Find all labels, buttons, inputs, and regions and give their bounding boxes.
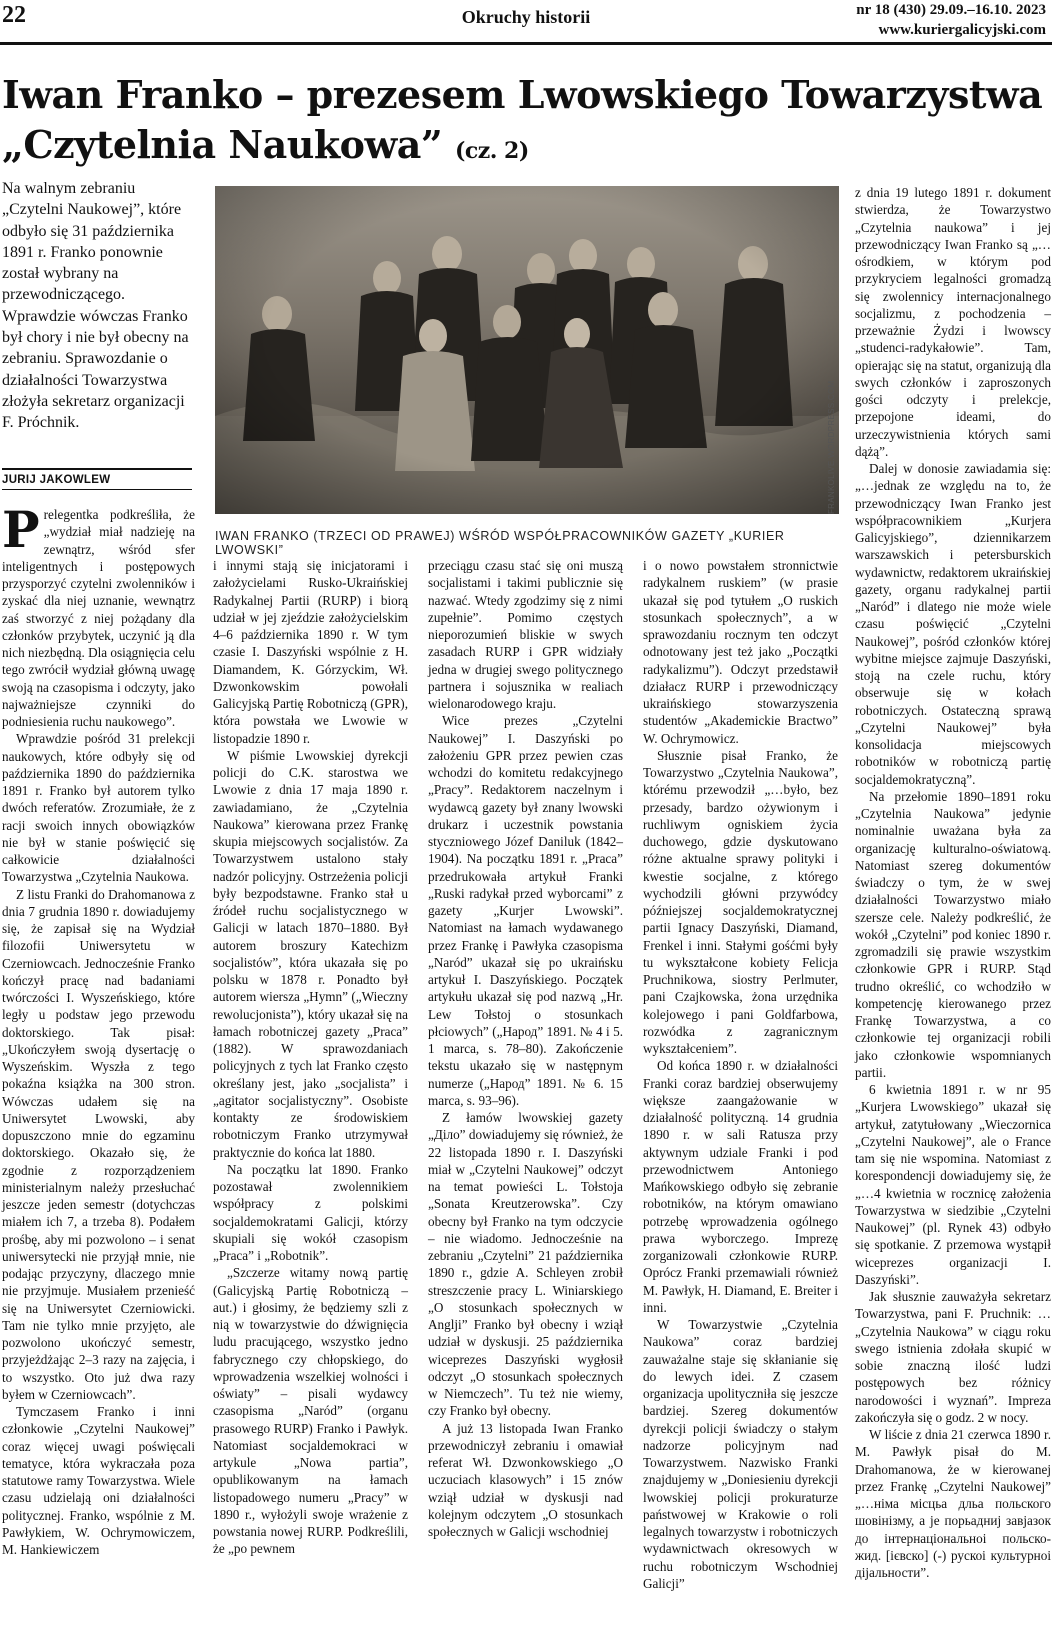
- article-column-1: [2, 500, 195, 1558]
- title-part: (cz. 2): [454, 138, 529, 164]
- paragraph: Tymczasem Franko i inni członkowie „Czytelni Naukowej” coraz więcej uwagi poświęcali tematyce, która wykraczała poza statutowe ramy Towarzystwa. Wiele czasu udzielają oni działalności politycznej. Franko, wspólnie z M. Pawłykiem, W. Ochrymowiczem, M. Hankiewiczem: [2, 1404, 195, 1557]
- photo-illustration: [215, 186, 839, 514]
- header-rule: [0, 42, 1052, 45]
- paragraph: Z łamów lwowskiej gazety „Діло” dowiadujemy się również, że 22 listopada 1890 r. I. Daszyński miał w „Czytelni Naukowej” odczyt na temat powieści L. Tołstoja „Sonata Kreutzerowska”. Czy obecny był Franko na tym odczycie – nie wiadomo. Jednocześnie na zebraniu „Czytelni” 21 października 1890 r., gdzie A. Schleyen zrobił streszczenie pracy L. Winiarskiego „O stosunkach społecznych w Anglji” Franko był obecny i wziął udział w dyskusji. 25 października wiceprezes Daszyński wygłosił odczyt „O stosunkach społecznych w Niemczech”. Tu też nie wiemy, czy Franko był obecny.: [428, 1110, 623, 1419]
- paragraph: Na początku lat 1890. Franko pozostawał zwolennikiem współpracy z polskimi socjaldemokratami Galicji, którzy skupiali się wokół czasopism „Praca” i „Robotnik”.: [213, 1161, 408, 1263]
- article-lead: Na walnym zebraniu „Czytelni Naukowej”, które odbyło się 31 października 1891 r. Franko ponownie został wybrany na przewodniczącego. Wprawdzie wówczas Franko był chory i nie był obecny na zebraniu. Sprawozdanie o działalności Towarzystwa złożyła sekretarz organizacji F. Próchnik.: [2, 180, 189, 432]
- website-link[interactable]: www.kuriergalicyjski.com: [878, 22, 1046, 38]
- paragraph-text: relegentka podkreśliła, że „wydział miał nadzieję na zewnątrz, wśród sfer inteligentnych i postępowych przysporzyć czytelni zwolenników i zyskać dla niej uznanie, wewnątrz zaś stworzyć z niej pożądany dla członków przybytek, uczynić ją dla nich niezbędną. Dla osiągnięcia celu tego zwrócił wydział główną uwagę swoją na czasopisma i odczyty, jako najważniejsze czynniki do podniesienia ruchu naukowego”.: [2, 507, 195, 729]
- paragraph: „Szczerze witamy nową partię (Galicyjską Partię Robotniczą – aut.) i głosimy, że będziemy szli z nią w towarzystwie do dźwignięcia ludu pracującego, wszystko jedno fabrycznego czy chłopskiego, do wprowadzenia wszelkiej wolności i oświaty” – pisali wydawcy czasopisma „Naród” (organu prasowego RURP) Franko i Pawłyk. Natomiast socjaldemokraci w artykule „Nowa partia”, opublikowanym na łamach listopadowego numeru „Pracy” w 1890 r., wyłożyli swoje wrażenie z powstania nowej RURP. Podkreślili, że „po pewnem: [213, 1265, 408, 1557]
- paragraph: Na przełomie 1890–1891 roku „Czytelnia Naukowa” jedynie nominalnie uważana była za organizację kulturalno-oświatową. Natomiast szereg dokumentów świadczy o tym, że w swej działalności Towarzystwo miało szersze cele. Należy podkreślić, że wokół „Czytelni” pod koniec 1890 r. zgromadzili się prawie wszystkim członkowie GPR i RURP. Stąd trudno określić, co wchodziło w kompetencję kierowanego przez Frankę Towarzystwa, a co członkowie tej organizacji robili jako członkowie wspomnianych partii.: [855, 788, 1051, 1080]
- photo-credit: [827, 380, 841, 522]
- drop-cap: P: [2, 500, 40, 559]
- article-column-5: [855, 184, 1051, 1581]
- page-number: 22: [2, 2, 26, 28]
- paragraph: przeciągu czasu stać się oni muszą socjalistami i takimi publicznie się nazwać. Wtedy zgodzimy się z nimi zupełnie”. Pomimo częstych nieporozumień bliskie w swych zasadach RURP i GPR widziały jedna w drugiej swego politycznego partnera i sojusznika w realiach wielonarodowego kraju.: [428, 558, 623, 711]
- title-line-2: „Czytelnia Naukowa”: [2, 122, 443, 167]
- issue-number: nr 18 (430) 29.09.–16.10. 2023: [856, 2, 1046, 18]
- paragraph: 6 kwietnia 1891 r. w nr 95 „Kurjera Lwowskiego” ukazał się artykuł, zatytułowany „Wieczornica „Czytelni Naukowej”, ale o France tam się nie wspomina. Natomiast z korespondencji dowiadujemy się, że „…4 kwietnia w rocznicę założenia Towarzystwa w siedzibie „Czytelni Naukowej” (pl. Rynek 43) odbyło się spotkanie. Z przemowa wystąpił wiceprezes organizacji I. Daszyński”.: [855, 1082, 1051, 1287]
- paragraph: A już 13 listopada Iwan Franko przewodniczył zebraniu i omawiał referat Wł. Dzwonkowskiego „O uczuciach klasowych” i 15 znów wziął udział w dyskusji nad kolejnym odczytem „O stosunkach społecznych w Galicji wschodniej: [428, 1420, 623, 1539]
- article-title: [2, 70, 1052, 176]
- paragraph: Wprawdzie pośród 31 prelekcji naukowych, które odbyły się od października 1890 do października 1891 r. Franko był autorem tylko dwóch referatów. Zrozumiałe, że z racji swoich innych obowiązków nie był w stanie poświęcić się całkowicie działalności Towarzystwa „Czytelnia Naukowa.: [2, 731, 195, 885]
- historical-group-photo: [215, 186, 839, 514]
- paragraph: Dalej w donosie zawiadamia się: „…jednak ze względu na to, że przewodniczący Iwan Franko jest współpracownikiem „Kurjera Galicyjskiego”, dziennikarzem warszawskich i petersburskich wydawnictw, redaktorem ukraińskiej gazety, organu radykalnej partii „Naród” i dlatego nie może wiele czasu poświęcić „Czytelni Naukowej”, pośród członków której wybitne miejsce zajmuje Daszyński, stoją na czele ruchu, który obserwuje się w kołach robotniczych. Ostateczną sprawą „Czytelni Naukowej” była konsolidacja miejscowych robotników w robotniczą partię socjaldemokratyczną”.: [855, 461, 1051, 787]
- photo-caption: IWAN FRANKO (TRZECI OD PRAWEJ) WŚRÓD WSPÓŁPRACOWNIKÓW GAZETY „KURIER LWOWSKI”: [215, 529, 785, 557]
- article-column-3: [428, 557, 623, 1540]
- paragraph: Jak słusznie zauważyła sekretarz Towarzystwa, pani F. Pruchnik: … „Czytelnia Naukowa” w ciągu roku swego istnienia zdołała skupić w sobie znaczną ilość ludzi postępowych bez różnicy narodowości i wyznań”. Impreza zakończyła się o godz. 2 w nocy.: [855, 1289, 1051, 1425]
- paragraph: W piśmie Lwowskiej dyrekcji policji do C.K. starostwa we Lwowie z dnia 17 maja 1890 r. zawiadamiano, że „Czytelnia Naukowa” kierowana przez Frankę skupia miejscowych socjalistów. Za Towarzystwem ustalono stały nadzór policyjny. Ostrzeżenia policji były bezpodstawne. Franko stał u źródeł ruchu socjalistycznego w Galicji w latach 1870–1880. Był autorem broszury Katechizm socjalistów”, która ukazała się po polsku w 1878 r. Ponadto był autorem wiersza „Hymn” („Wieczny rewolucjonista”), który ukazał się na łamach robotniczej gazety „Praca” (1882). W sprawozdaniach policyjnych z tych lat Franko często określany jest, jako „socjalista” i „agitator socjalistyczny”. Osobiste kontakty ze środowiskiem robotniczym Franko utrzymywał praktycznie do końca lat 1880.: [213, 747, 408, 1160]
- paragraph: Od końca 1890 r. w działalności Franki coraz bardziej obserwujemy większe zaangażowanie w działalność polityczną. 14 grudnia 1890 r. w sali Ratusza przy aktywnym udziale Franki i pod przewodnictwem Antoniego Mańkowskiego odbyło się zebranie robotników, na którym omawiano potrzebę wprowadzenia ogólnego prawa wyborczego. Imprezę zorganizowali członkowie RURP. Oprócz Franki przemawiali również M. Pawłyk, H. Diamand, E. Breiter i inni.: [643, 1058, 838, 1315]
- photo-credit-text: FRANKOLIVE.WORDPRESS.COM: [827, 380, 836, 514]
- section-title: Okruchy historii: [461, 7, 591, 27]
- title-line-1: Iwan Franko – prezesem Lwowskiego Towarzystwa: [2, 72, 1043, 117]
- issue-info: [856, 0, 1046, 40]
- paragraph: Z listu Franki do Drahomanowa z dnia 7 grudnia 1890 r. dowiadujemy się, że zapisał się na Wydział filozofii Uniwersytetu w Czerniowcach. Jednocześnie Franko kończył pracę nad badaniami twórczości I. Wyszeńskiego, które legły u podstaw jego przewodu doktorskiego. Tak pisał: „Ukończyłem swoją dysertację o Wyszeńskim. Wyszła z tego pokaźna książka na 300 stron. Wówczas udałem się na Uniwersytet Lwowski, aby dopuszczono mnie do egzaminu doktorskiego. Okazało się, że zgodnie z rozporządzeniem ministerialnym należy przesłuchać jeszcze jeden semestr (dotychczas miałem ich 7, a trzeba 8). Podałem prośbę, aby mi pozwolono – i senat uniwersytecki nie przyjął mnie, nie podając przyczyny, dlaczego mnie nie przyjmuje. Musiałem przenieść się na Uniwersytet Czerniowicki. Tam nie tylko mnie przyjęto, ale pozwolono ukończyć semestr, przyjeżdżając 2–3 razy na zajęcia, i to wszystko. Oto już dwa razy byłem w Czerniowcach”.: [2, 886, 195, 1402]
- paragraph: [2, 500, 195, 730]
- paragraph: Słusznie pisał Franko, że Towarzystwo „Czytelnia Naukowa”, którému przewodził „…było, bez przesady, bardzo ożywionym i ruchliwym ogniskiem życia duchowego, gdzie dyskutowano różne aktualne sprawy polityki i kwestie socjalne, z którego wychodzili główni przywódcy późniejszej socjaldemokratycznej partii Ignacy Daszyński, Diamand, Frenkel i inni. Stałymi gośćmi były tu wykształcone kobiety Felicja Pruchnikowa, siostry Perlmuter, pani Czajkowska, żona urzędnika kolejowego i pani Goldfarbowa, rozwódka z zagranicznym wykształceniem”.: [643, 747, 838, 1056]
- paragraph: i o nowo powstałem stronnictwie radykalnem ruskiem” (w prasie ukazał się pod tytułem „O ruskich stosunkach społecznych”, a w sprawozdaniu rocznym ten odczyt odnotowany jest też jako „Początki radykalizmu”). Odczyt przedstawił działacz RURP i przewodniczący ukraińskiego stowarzyszenia studentów „Akademickie Bractwo” W. Ochrymowicz.: [643, 558, 838, 746]
- paragraph: i innymi stają się inicjatorami i założycielami Rusko-Ukraińskiej Radykalnej Partii (RURP) i biorą udział w jej zjeździe założycielskim 4–6 października 1890 r. W tym czasie I. Daszyński wspólnie z H. Diamandem, K. Górzyckim, Wł. Dzwonkowskim powołali Galicyjską Partię Robotniczą (GPR), która powstała we Lwowie w listopadzie 1890 r.: [213, 558, 408, 746]
- article-column-4: [643, 557, 838, 1592]
- paragraph: z dnia 19 lutego 1891 r. dokument stwierdza, że Towarzystwo „Czytelnia naukowa” i jej przewodniczący Iwan Franko są „…ośrodkiem, w którym pod przykryciem legalności gromadzą się zwolennicy internacjonalnego socjalizmu, z pochodzenia – przeważnie Żydzi i lwowscy „studenci-radykałowie”. Tam, opierając się na statut, organizują dla swych członków i zaproszonych gości odczyty i prelekcje, przepojone ideami, do urzeczywistnienia których sami dążą”.: [855, 185, 1051, 459]
- page-header: [0, 0, 1052, 44]
- paragraph: W Towarzystwie „Czytelnia Naukowa” coraz bardziej zauważalne staje się skłanianie się do lewych idei. Z czasem organizacja upolityczniła się jeszcze bardziej. Szereg dokumentów dyrekcji policji świadczy o stałym nadzorze policyjnym nad Towarzystwem. Nazwisko Franki znajdujemy w „Doniesieniu dyrekcji lwowskiej policji prokuraturze państwowej w Krakowie o roli legalnych towarzystw i robotniczych wydawnictwach okresowych w ruchu robotniczym Wschodniej Galicji”: [643, 1317, 838, 1591]
- paragraph: W liście z dnia 21 czerwca 1890 r. M. Pawłyk pisał do M. Drahomanowa, że w kierowanej przez Frankę „Czytelni Naukowej” „…німа місцьа дльа польского шовінізму, а је порьадниј завјазок до інтернаціональноі польско-жид. [ієвско] (-) рускоі культурноі діјальности”.: [855, 1427, 1051, 1580]
- byline-box: [2, 468, 192, 490]
- author-byline: JURIJ JAKOWLEW: [2, 474, 192, 490]
- paragraph: Wice prezes „Czytelni Naukowej” I. Daszyński po założeniu GPR przez pewien czas wchodzi do komitetu redakcyjnego „Pracy”. Redaktorem naczelnym i wydawcą gazety był znany lwowski drukarz i uczestnik powstania styczniowego Józef Daniluk (1842–1904). Na początku 1891 r. „Praca” przedrukowała artykuł Franki „Ruski radykał przed wyborcami” z gazety „Kurjer Lwowski”. Natomiast na łamach wydawanego przez Frankę i Pawłyka czasopisma „Naród” ukazał się po ukraińsku artykuł I. Daszyńskiego. Początek artykułu ukazał się pod nazwą „Hr. Lew Tołstoj o stosunkach płciowych” („Народ” 1891. № 4 i 5. 1 marca, s. 78–80). Zakończenie tekstu ukazało się w następnym numerze („Народ” 1891. № 6. 15 marca, s. 93–96).: [428, 713, 623, 1108]
- article-column-2: [213, 557, 408, 1558]
